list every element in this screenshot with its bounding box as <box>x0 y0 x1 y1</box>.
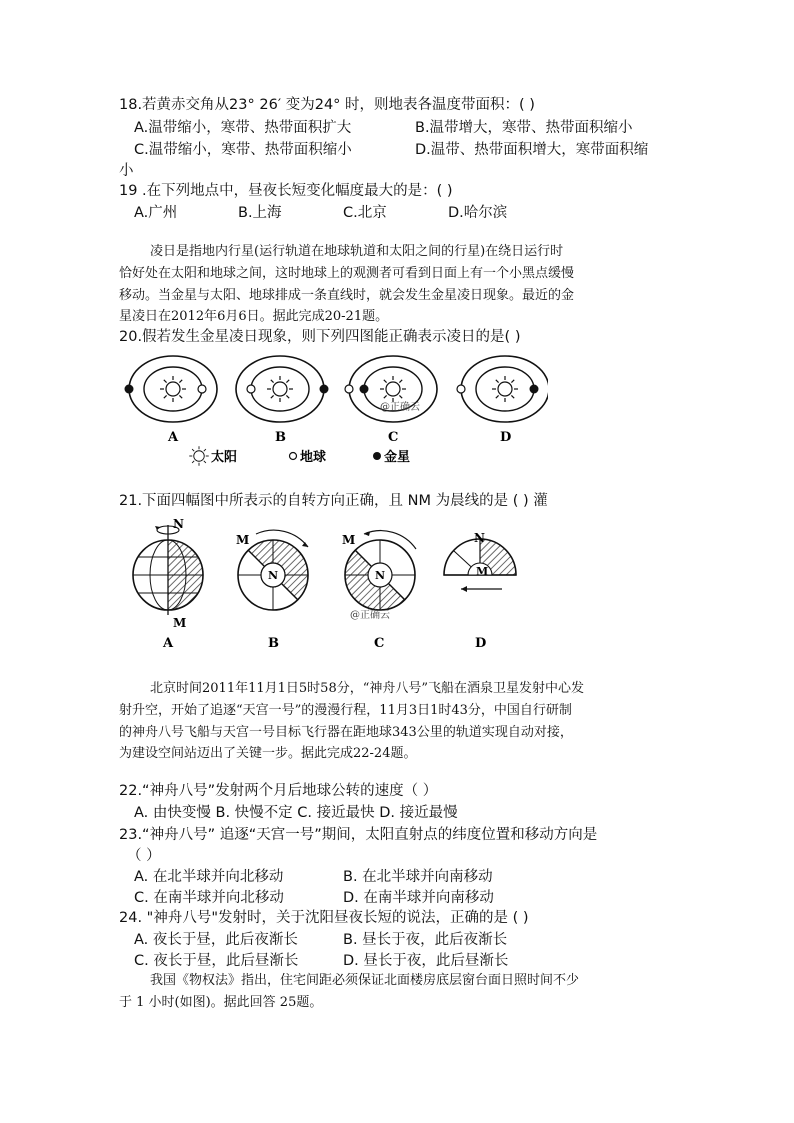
q18-option-b: B.温带增大，寒带、热带面积缩小 <box>415 120 633 136</box>
q18-stem: 18.若黄赤交角从23° 26′ 变为24° 时，则地表各温度带面积：( ) <box>119 97 535 113</box>
q20-diagram-d <box>457 356 548 422</box>
q23-option-c: C. 在南半球并向北移动 <box>134 890 284 906</box>
q22-options: A. 由快变慢 B. 快慢不定 C. 接近最快 D. 接近最慢 <box>134 805 458 821</box>
q19-stem: 19 .在下列地点中，昼夜长短变化幅度最大的是：( ) <box>119 183 453 199</box>
q21-d-m-label: M <box>476 565 489 578</box>
q20-watermark: @正确云 <box>380 402 420 413</box>
q19-option-c: C.北京 <box>343 205 387 221</box>
passage2-line1: 北京时间2011年11月1日5时58分，“神舟八号”飞船在酒泉卫星发射中心发 <box>150 681 585 696</box>
q21-label-a: A <box>163 636 174 651</box>
q21-diagram-d <box>444 531 516 592</box>
passage1-line2: 恰好处在太阳和地球之间，这时地球上的观测者可看到日面上有一个小黑点缓慢 <box>119 266 575 281</box>
q24-option-c: C. 夜长于昼，此后昼渐长 <box>134 953 299 969</box>
passage3-line1: 我国《物权法》指出，住宅间距必须保证北面楼房底层窗台面日照时间不少 <box>150 973 580 988</box>
q21-b-m-label: M <box>236 533 250 547</box>
venus-icon <box>320 385 329 394</box>
earth-icon <box>457 385 465 393</box>
q21-c-m-label: M <box>342 533 356 547</box>
q23-stem-wrap: （ ） <box>127 848 161 864</box>
passage2-line3: 的神舟八号飞船与天宫一号目标飞行器在距地球343公里的轨道实现自动对接， <box>119 725 573 740</box>
q24-option-d: D. 昼长于夜，此后昼渐长 <box>343 953 509 969</box>
venus-icon <box>360 385 369 394</box>
q20-stem: 20.假若发生金星凌日现象，则下列四图能正确表示凌日的是( ) <box>119 329 521 345</box>
q20-diagram-b <box>236 356 329 422</box>
q20-label-c: C <box>388 430 399 445</box>
q21-c-n-label: N <box>375 569 386 582</box>
q23-stem: 23.“神舟八号” 追逐“天宫一号”期间，太阳直射点的纬度位置和移动方向是 <box>119 827 598 843</box>
q20-label-d: D <box>500 430 512 445</box>
passage1-line4: 星凌日在2012年6月6日。据此完成20-21题。 <box>119 309 389 324</box>
q20-diagram-a <box>125 356 218 422</box>
q18-option-a: A.温带缩小，寒带、热带面积扩大 <box>134 120 352 136</box>
q24-option-a: A. 夜长于昼，此后夜渐长 <box>134 932 298 948</box>
earth-icon <box>198 385 206 393</box>
q24-option-b: B. 昼长于夜，此后夜渐长 <box>343 932 508 948</box>
q21-figure <box>118 517 530 653</box>
q21-label-c: C <box>374 636 385 651</box>
q21-stem: 21.下面四幅图中所表示的自转方向正确，且 NM 为晨线的是 ( ) 灌 <box>119 493 548 509</box>
q20-figure <box>118 352 548 476</box>
sun-icon <box>189 446 209 466</box>
q21-diagram-a <box>133 517 203 630</box>
q20-label-b: B <box>275 430 286 445</box>
q20-legend <box>189 446 410 466</box>
q21-diagram-c <box>342 531 416 621</box>
passage2-line4: 为建设空间站迈出了关键一步。据此完成22-24题。 <box>119 746 417 761</box>
q21-b-n-label: N <box>268 569 279 582</box>
venus-icon <box>373 452 381 460</box>
earth-icon <box>290 453 297 460</box>
q23-option-b: B. 在北半球并向南移动 <box>343 869 493 885</box>
q20-label-a: A <box>168 430 179 445</box>
passage1-line1: 凌日是指地内行星(运行轨道在地球轨道和太阳之间的行星)在绕日运行时 <box>150 244 564 259</box>
q19-option-b: B.上海 <box>238 205 282 221</box>
passage1-line3: 移动。当金星与太阳、地球排成一条直线时，就会发生金星凌日现象。最近的金 <box>119 288 575 303</box>
q18-option-d-wrap: 小 <box>119 163 134 179</box>
venus-icon <box>125 385 134 394</box>
legend-sun-label: 太阳 <box>211 450 238 465</box>
q21-label-b: B <box>268 636 279 651</box>
venus-icon <box>530 385 539 394</box>
q21-watermark: @正确云 <box>350 610 390 621</box>
earth-icon <box>247 385 255 393</box>
q21-label-d: D <box>475 636 487 651</box>
q22-stem: 22.“神舟八号”发射两个月后地球公转的速度（ ） <box>119 783 438 799</box>
q18-option-d: D.温带、热带面积增大，寒带面积缩 <box>415 142 649 158</box>
q23-option-a: A. 在北半球并向北移动 <box>134 869 284 885</box>
passage3-line2: 于 1 小时(如图)。据此回答 25题。 <box>119 995 323 1010</box>
q19-option-d: D.哈尔滨 <box>448 205 508 221</box>
q21-diagram-b <box>236 530 308 610</box>
q21-a-m-label: M <box>173 616 187 630</box>
legend-earth-label: 地球 <box>300 450 327 465</box>
q24-stem: 24. "神舟八号"发射时，关于沈阳昼夜长短的说法，正确的是 ( ) <box>119 910 529 926</box>
q19-option-a: A.广州 <box>134 205 178 221</box>
q21-a-n-label: N <box>173 517 184 531</box>
earth-icon <box>345 385 353 393</box>
q23-option-d: D. 在南半球并向南移动 <box>343 890 494 906</box>
q21-d-n-label: N <box>474 531 485 545</box>
legend-venus-label: 金星 <box>384 450 411 465</box>
q18-option-c: C.温带缩小，寒带、热带面积缩小 <box>134 142 352 158</box>
passage2-line2: 射升空，开始了追逐“天宫一号”的漫漫行程，11月3日1时43分，中国自行研制 <box>119 703 572 718</box>
